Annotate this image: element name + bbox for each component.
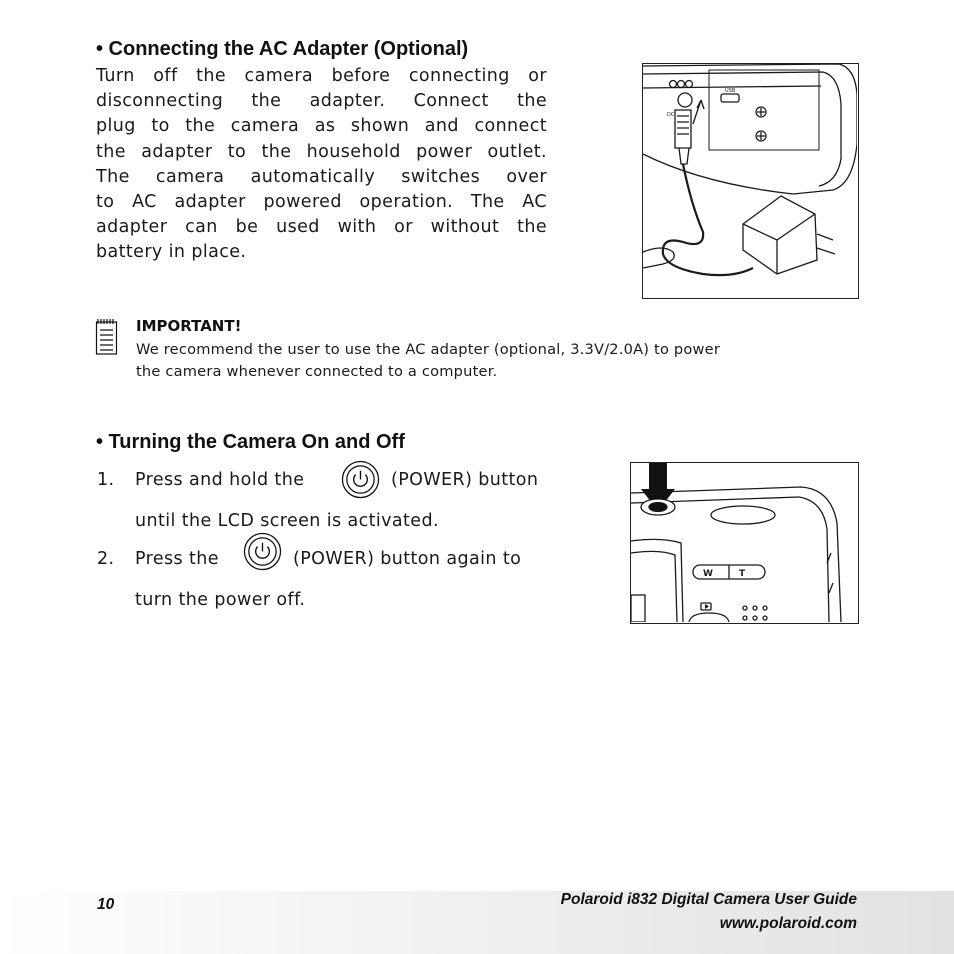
step-text: turn the power off. [135,590,306,610]
zoom-tele-label: T [739,569,746,579]
dc-label: DC [667,112,675,118]
zoom-wide-label: W [703,569,713,579]
paragraph-line: adapter can be used with or without the [96,217,547,238]
usb-label: USB [725,88,736,94]
paragraph-line: the adapter to the household power outlet. [96,141,547,162]
paragraph-line: The camera automatically switches over [96,166,547,187]
paragraph-line: disconnecting the adapter. Connect the [96,91,547,112]
notepad-icon [95,318,119,360]
ac-adapter-paragraph [96,64,547,266]
power-button-illustration [630,462,859,624]
important-title: IMPORTANT! [136,317,242,335]
paragraph-line: plug to the camera as shown and connect [96,116,547,137]
power-button-icon [243,532,282,575]
ac-adapter-illustration [642,63,859,299]
step-text: (POWER) button again to [293,549,522,569]
step-text: Press and hold the [135,470,305,490]
step-text: Press the [135,549,219,569]
step-text: (POWER) button [391,470,539,490]
footer-title: Polaroid i832 Digital Camera User Guide [560,891,857,908]
power-button-icon [341,460,380,503]
section-heading-ac-adapter: • Connecting the AC Adapter (Optional) [96,38,469,60]
page-number: 10 [97,896,115,913]
step-text: until the LCD screen is activated. [135,511,439,531]
paragraph-line: to AC adapter powered operation. The AC [96,192,547,213]
important-text-line: the camera whenever connected to a computer. [136,363,498,380]
camera-adapter-drawing [643,64,857,297]
important-text-line: We recommend the user to use the AC adapter (optional, 3.3V/2.0A) to power [136,341,721,358]
section-heading-power: • Turning the Camera On and Off [96,431,405,453]
camera-top-drawing [631,463,857,622]
step-number: 2. [97,549,115,569]
paragraph-line: battery in place. [96,242,247,263]
footer-url: www.polaroid.com [719,915,857,932]
paragraph-line: Turn off the camera before connecting or [96,66,547,86]
step-number: 1. [97,470,115,490]
